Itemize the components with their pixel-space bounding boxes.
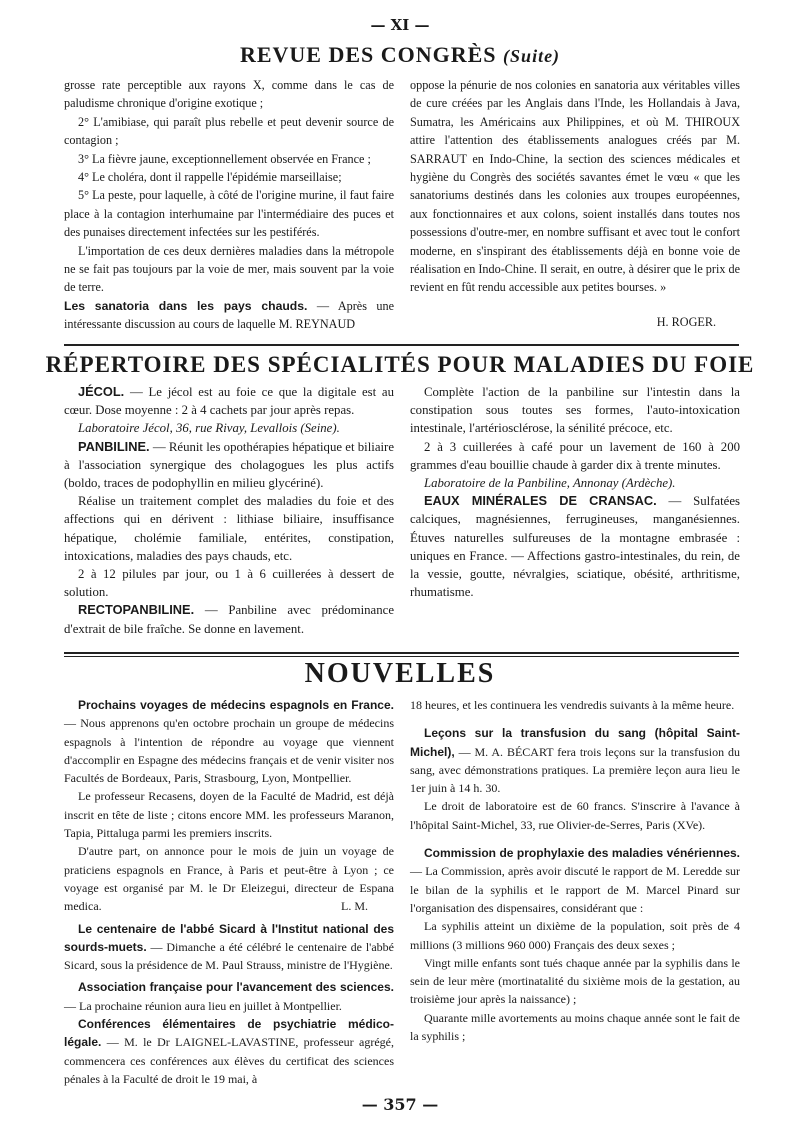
voyages-signature: L. M. [341,899,368,914]
sicard-heading: Le centenaire de l'abbé Sicard à l'Institut national des sourds-muets. [64,921,394,954]
nouvelles-title: NOUVELLES [304,658,496,689]
sanatoria-text: — Après une intéressante discussion au cours de laquelle M. REYNAUD [64,298,395,332]
recto-text: — Panbiline avec prédominance d'extrait de bile fraîche. Se donne en lavement. [64,603,394,636]
panbiline-paragraph: 2 à 12 pilules par jour, ou 1 à 6 cuillerées à dessert de solution. [64,567,394,600]
sanatoria-heading: Les sanatoria dans les pays chauds. [64,298,308,313]
section-divider-thin [64,656,739,657]
conf-heading: Conférences élémentaires de psychiatrie médico-légale. [64,1017,394,1050]
jecol-heading: JÉCOL. [78,384,125,399]
eaux-heading: EAUX MINÉRALES DE CRANSAC. [424,493,657,509]
repertoire-title: RÉPERTOIRE DES SPÉCIALITÉS POUR MALADIES DU FOIE [45,352,755,377]
afas-paragraph [64,978,394,1015]
conf-continuation: 18 heures, et les continuera les vendredis suivants à la même heure. [410,698,735,712]
panbiline-paragraph: Réalise un traitement complet des maladies du foie et des affections qui en dérivent : lithiase biliaire, insuffisance hépatique, cholémie familiale, entérites, constipation, intoxications, maladies des pays chauds, etc. [64,494,394,563]
panbiline-heading: PANBILINE. [78,438,150,454]
jecol-text: — Le jécol est au foie ce que la digitale est au cœur. Dose moyenne : 2 à 4 cachets par jour après repas. [64,385,394,418]
lecons-paragraph [410,724,740,797]
afas-heading: Association française pour l'avancement des sciences. [78,980,394,995]
page-footer-number: — 357 — [361,1095,439,1114]
sicard-paragraph [64,920,394,975]
conf-text: — M. le Dr LAIGNEL-LAVASTINE, professeur agrégé, commencera ces conférences aux élèves du certificat des sciences pénales à la Faculté de droit le 19 mai, à [64,1035,394,1086]
comm-paragraph: Vingt mille enfants sont tués chaque année par la syphilis dans le sein de leur mère (mortinatalité du sixième mois de la gestation, au troisième jour après la naissance) ; [410,955,740,1007]
revue-right-paragraph: oppose la pénurie de nos colonies en sanatoria aux véritables villes de cure créées par les Anglais dans l'Inde, les Hollandais à Java, Sumatra, les Américains aux Philippines, et où M. THIROUX attire l'attention des établissements analogues créés par M. SARRAUT en Indo-Chine, la section des sciences médicales et hygiène du Congrès des sociétés savantes émet le vœu « que les sanatoriums destinés dans les colonies aux troupes européennes, aux fonctionnaires et aux colons, soient installés dans toutes nos possessions d'outre-mer, en nombre suffisant et avec tout le confort moderne, en s'inspirant des établissements déjà en bonne voie de réalisation en Indo-Chine. Il serait, en outre, à désirer que le prix de revient en fût rendu accessible aux petites bourses. » [410,78,740,295]
recto-paragraph [64,601,394,637]
revue-paragraph: 5° La peste, pour laquelle, à côté de l'origine murine, il faut faire place à la contagion interhumaine par l'intermédiaire des puces et des punaises directement infectées sur les pestiférés. [64,188,394,240]
afas-text: — La prochaine réunion aura lieu en juillet à Montpellier. [64,998,342,1013]
revue-title [0,42,800,68]
voyages-text: — Nous apprenons qu'en octobre prochain un groupe de médecins espagnols à l'intention de répondre au voyage que viennent d'accomplir en Espagne des médecins français et de venir visiter nos Facultés de Bordeaux, Paris, Strasbourg, Lyon, Montpellier. [64,716,394,786]
lecons-paragraph: Le droit de laboratoire est de 60 francs. S'inscrire à l'avance à l'hôpital Saint-Michel, 33, rue Olivier-de-Serres, Paris (XVe). [410,799,740,832]
jecol-paragraph [64,383,394,419]
nouvelles-left-column [64,696,394,1088]
recto-paragraph: Complète l'action de la panbiline sur l'intestin dans la constipation sous toutes ses formes, l'auto-intoxication intestinale, l'artériosclérose, la sénilité précoce, etc. [410,385,740,436]
revue-paragraph: L'importation de ces deux dernières maladies dans la métropole ne se fait pas toujours par la voie de mer, mais souvent par la voie de terre. [64,243,394,295]
recto-heading: RECTOPANBILINE. [78,602,195,618]
voyages-paragraph [64,696,394,787]
conf-paragraph [64,1015,394,1088]
jecol-lab: Laboratoire Jécol, 36, rue Rivay, Levallois (Seine). [78,421,340,436]
comm-paragraph: Quarante mille avortements au moins chaque année sont le fait de la syphilis ; [410,1010,740,1044]
revue-paragraph: 4° Le choléra, dont il rappelle l'épidémie marseillaise; [78,170,342,185]
eaux-text: — Sulfatées calciques, magnésiennes, ferrugineuses, manganésiennes. Étuves naturelles sulfureuses de la montagne embrasée : uniques en France. — Affections gastro-intestinales, du rein, de la vessie, goutte, névralgies, sciatique, obésité, arthritisme, rhumatisme. [410,494,740,600]
page-header-number: — XI — [370,16,430,34]
nouvelles-right-column [410,696,740,1045]
repertoire-left-column [64,383,394,638]
sanatoria-paragraph [64,297,394,334]
eaux-paragraph [410,492,740,601]
voyages-heading: Prochains voyages de médecins espagnols en France. [78,698,394,712]
lecons-text: — M. A. BÉCART fera trois leçons sur la transfusion du sang, avec démonstrations pratiques. La première leçon aura lieu le 1er juin à 14 h. 30. [410,744,740,796]
revue-title-text: REVUE DES CONGRÈS [239,42,497,67]
voyages-text: D'autre part, on annonce pour le mois de juin un voyage de praticiens espagnols en France, à Paris et peut-être à Lyon ; ce voyage est organisé par M. le Dr Eleizegui, directeur de Espana medica. [64,844,394,914]
revue-paragraph: 2° L'amibiase, qui paraît plus rebelle et peut devenir source de contagion ; [64,114,394,148]
revue-right-column [410,76,740,331]
panbiline-lab: Laboratoire de la Panbiline, Annonay (Ardèche). [424,476,676,491]
comm-text: — La Commission, après avoir discuté le rapport de M. Leredde sur le bilan de la syphilis et le rapport de M. Marcel Pinard sur l'organisation des dispensaires, considérant que : [410,864,740,915]
panbiline-text: — Réunit les opothérapies hépatique et biliaire à l'association synergique des cholagogues les plus actifs (boldo, traces de podophyllin en milieu glycériné). [64,439,394,491]
comm-heading: Commission de prophylaxie des maladies vénériennes. [424,846,740,861]
voyages-paragraph: Le professeur Recasens, doyen de la Faculté de Madrid, est déjà inscrit en tête de liste ; citons encore MM. les professeurs Maranon, Tapia, Pittaluga parmi les premiers inscrits. [64,789,394,841]
comm-paragraph: La syphilis atteint un dixième de la population, soit près de 4 millions (3 millions 960 000) Français des deux sexes ; [410,919,740,952]
recto-paragraph: 2 à 3 cuillerées à café pour un lavement de 160 à 200 grammes d'eau bouillie chaude à garder dix à trente minutes. [410,439,740,472]
section-divider [64,652,739,654]
revue-left-column [64,76,394,334]
lecons-heading: Leçons sur la transfusion du sang (hôpital Saint-Michel), [410,726,740,759]
repertoire-right-column [410,383,740,601]
revue-paragraph: 3° La fièvre jaune, exceptionnellement observée en France ; [78,151,371,166]
comm-paragraph [410,844,740,917]
revue-paragraph: grosse rate perceptible aux rayons X, comme dans le cas de paludisme chronique d'origine exotique ; [64,78,394,111]
revue-signature: H. ROGER. [656,314,716,329]
sicard-text: — Dimanche a été célébré le centenaire de l'abbé Sicard, sous la présidence de M. Paul Strauss, ministre de l'Hygiène. [64,939,394,973]
panbiline-paragraph [64,438,394,493]
revue-title-suite: (Suite) [503,46,561,66]
section-divider [64,344,739,346]
voyages-paragraph [64,842,394,915]
